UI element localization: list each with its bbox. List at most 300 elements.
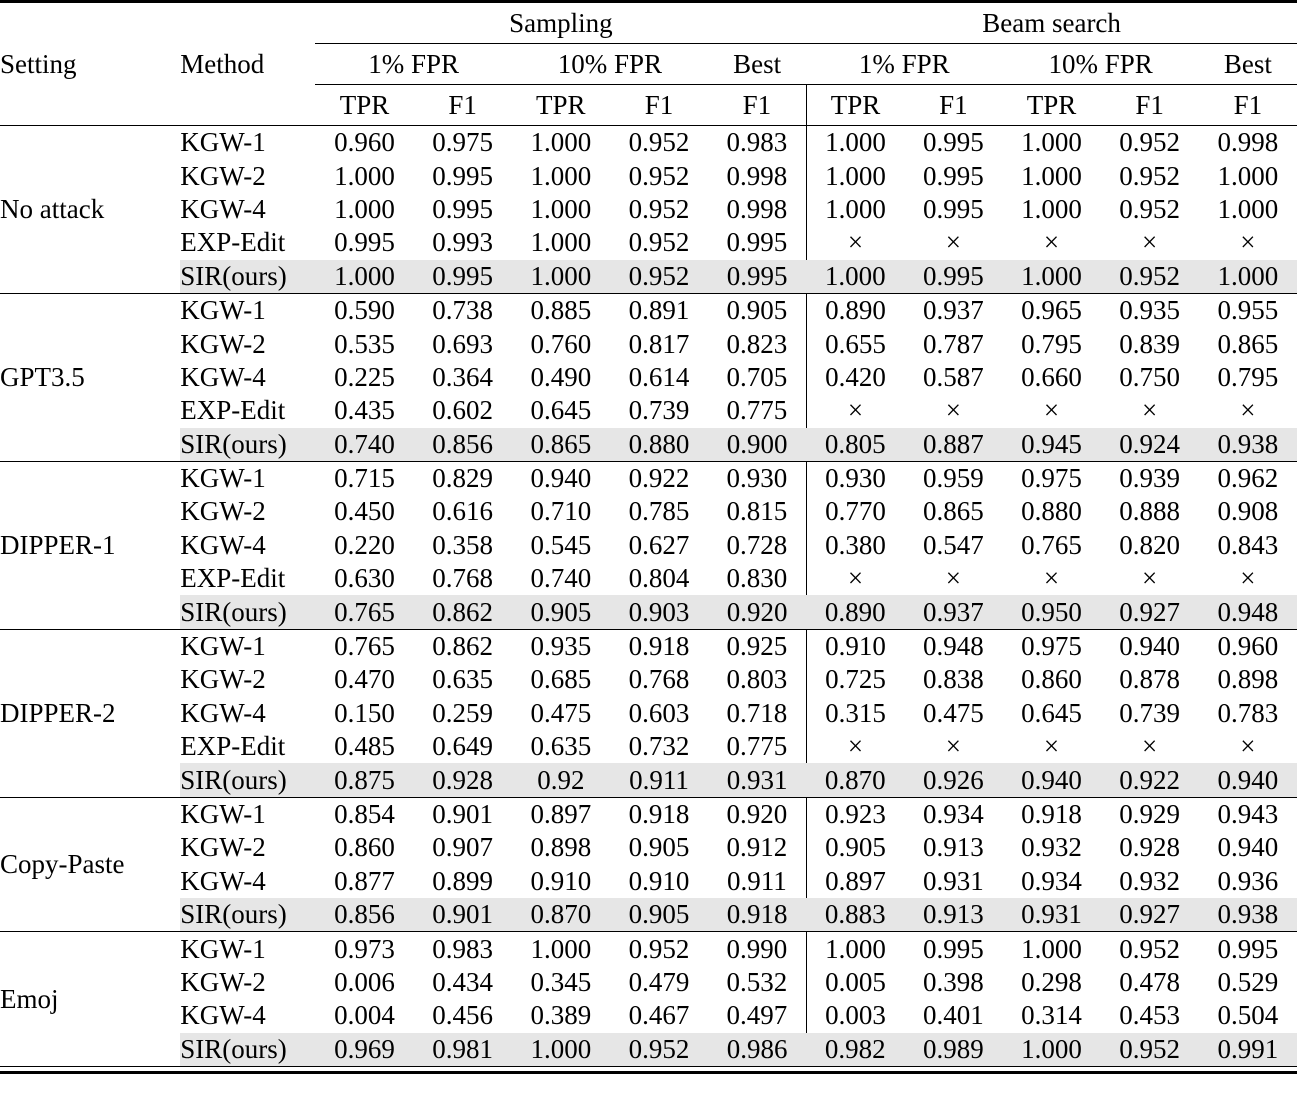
cell-value: 0.910 [806,630,904,663]
cell-value: 0.930 [806,462,904,495]
cell-value: 0.935 [530,631,592,662]
cell-value: 0.934 [1021,865,1082,896]
group-header-sampling: Sampling [315,3,806,44]
cell-value: 1.000 [1002,260,1100,294]
cell-value: 0.765 [1021,529,1082,560]
cell-na: × [806,226,904,259]
cell-value: 0.930 [726,463,788,494]
cell-value: 0.865 [512,428,610,462]
table-row [0,966,1297,999]
cell-value: 0.420 [806,361,904,394]
table-row [0,562,1297,595]
subgroup-header-sampling-1pct-fpr: 1% FPR [315,44,511,85]
cell-value: 0.918 [628,799,690,829]
cell-value: 0.975 [1021,463,1082,494]
cell-value: 1.000 [1021,193,1082,224]
cell-value: 0.995 [726,227,788,258]
horizontal-rule [0,1072,1297,1074]
cell-value: 0.960 [334,127,395,158]
cell-value: 0.897 [530,799,592,829]
cell-value: 0.891 [628,295,690,326]
subgroup-header-beam-10pct-fpr: 10% FPR [1002,44,1198,85]
cell-value: 0.991 [1199,1033,1297,1067]
cell-value: 0.935 [1119,295,1181,326]
cell-value: 0.920 [726,799,788,829]
cell-value: 0.918 [708,898,806,932]
cell-value: 0.829 [432,463,494,494]
cell-value: 0.92 [512,763,610,797]
cell-value: 0.760 [530,328,592,359]
cell-value: 0.490 [530,361,592,392]
cell-value: 0.775 [726,731,788,762]
cell-value: 0.635 [530,731,592,762]
cell-value: 0.718 [726,697,788,728]
header-group-row [0,3,1297,44]
cell-value: 0.952 [610,260,708,294]
cell-value: 0.920 [708,595,806,629]
method-label: SIR(ours) [180,595,315,629]
cell-na: × [1043,395,1060,426]
cell-value: 0.545 [530,529,592,560]
cell-value: 0.898 [1217,664,1279,695]
cell-value: 0.220 [334,529,395,560]
setting-label-4: Copy-Paste [0,798,180,932]
cell-value: 0.795 [1021,328,1082,359]
cell-value: 0.905 [806,831,904,864]
cell-value: 0.479 [628,966,690,997]
method-label: KGW-4 [180,529,266,560]
cell-na: × [1240,563,1256,594]
cell-value: 0.995 [334,227,395,258]
cell-na: × [1240,731,1256,762]
cell-value: 0.940 [1002,763,1100,797]
metric-header-1: F1 [448,89,477,120]
cell-value: 0.616 [432,496,494,527]
cell-na: × [1142,563,1158,594]
cell-value: 0.259 [432,697,494,728]
cell-value: 0.936 [1217,865,1279,896]
cell-value: 1.000 [530,127,592,158]
cell-value: 0.934 [923,799,984,829]
cell-value: 1.000 [806,260,904,294]
cell-value: 1.000 [806,932,904,965]
cell-value: 1.000 [1002,1033,1100,1067]
cell-value: 0.805 [806,428,904,462]
cell-value: 0.004 [334,1000,395,1031]
cell-value: 0.975 [432,127,494,158]
cell-value: 0.998 [726,160,788,191]
cell-value: 0.931 [923,865,984,896]
table-row [0,361,1297,394]
cell-value: 0.315 [806,697,904,730]
cell-value: 0.860 [334,832,395,863]
cell-value: 0.929 [1119,799,1181,829]
cell-value: 1.000 [1199,260,1297,294]
cell-value: 1.000 [806,193,904,226]
table-row [0,798,1297,831]
cell-value: 0.952 [628,160,690,191]
cell-value: 0.943 [1217,799,1279,829]
cell-value: 0.911 [610,763,708,797]
method-label: KGW-1 [180,933,266,964]
cell-value: 0.298 [1021,966,1082,997]
cell-value: 0.937 [923,295,984,326]
cell-value: 0.862 [414,595,512,629]
cell-value: 0.940 [1199,763,1297,797]
method-label: SIR(ours) [180,1033,315,1067]
cell-value: 0.775 [726,395,788,426]
cell-value: 0.364 [432,361,494,392]
subgroup-header-beam-best: Best [1199,44,1297,85]
cell-value: 0.435 [334,395,395,426]
cell-na: × [945,731,961,762]
metric-header-3: F1 [644,89,674,120]
cell-value: 0.928 [414,763,512,797]
method-label: SIR(ours) [180,763,315,797]
cell-value: 0.911 [726,865,787,896]
cell-na: × [945,563,961,594]
column-header-setting: Setting [0,48,77,79]
cell-value: 1.000 [530,227,592,258]
cell-value: 0.931 [708,763,806,797]
table-row [0,159,1297,192]
table-row [0,663,1297,696]
cell-value: 0.905 [610,898,708,932]
cell-value: 0.918 [628,631,690,662]
cell-value: 0.715 [334,463,395,494]
method-label: SIR(ours) [180,428,315,462]
cell-value: 0.739 [628,395,690,426]
cell-value: 1.000 [315,260,413,294]
cell-value: 0.728 [726,529,788,560]
method-label: KGW-4 [180,193,266,224]
results-table-body [0,2,1297,1074]
cell-value: 1.000 [334,193,395,224]
method-label: KGW-4 [180,361,266,392]
cell-value: 1.000 [1021,933,1082,964]
cell-value: 0.955 [1217,295,1279,326]
cell-value: 0.975 [1021,631,1082,662]
cell-na: × [945,395,961,426]
cell-value: 0.453 [1119,1000,1181,1031]
cell-value: 0.932 [1021,832,1082,863]
method-label: EXP-Edit [180,731,286,762]
cell-value: 0.602 [432,395,494,426]
method-label: KGW-1 [180,295,266,326]
cell-value: 0.993 [432,227,494,258]
cell-value: 0.467 [628,1000,690,1031]
cell-value: 0.787 [923,328,984,359]
metric-header-2: TPR [536,89,586,120]
cell-value: 0.952 [628,127,690,158]
cell-value: 0.927 [1101,595,1199,629]
column-header-method: Method [180,48,265,79]
cell-value: 0.630 [334,563,395,594]
cell-na: × [945,227,961,258]
cell-value: 0.843 [1217,529,1279,560]
cell-value: 0.910 [530,865,592,896]
cell-value: 0.830 [726,563,788,594]
cell-na: × [1142,731,1158,762]
cell-value: 0.995 [414,260,512,294]
cell-value: 0.952 [1101,1033,1199,1067]
cell-value: 0.870 [512,898,610,932]
cell-value: 0.854 [334,799,395,829]
cell-value: 0.739 [1119,697,1181,728]
cell-value: 0.888 [1119,496,1181,527]
cell-value: 0.982 [806,1033,904,1067]
cell-value: 0.768 [628,664,690,695]
table-row [0,697,1297,730]
cell-value: 0.877 [334,865,395,896]
cell-value: 0.901 [414,898,512,932]
cell-value: 0.380 [806,529,904,562]
cell-na: × [806,730,904,763]
cell-value: 1.000 [1217,193,1279,224]
cell-na: × [806,394,904,427]
cell-value: 0.860 [1021,664,1082,695]
metric-header-8: F1 [1135,89,1164,120]
cell-value: 0.995 [708,260,806,294]
cell-value: 0.485 [334,731,395,762]
cell-value: 0.765 [315,595,413,629]
cell-value: 0.983 [726,127,788,158]
cell-value: 0.998 [726,193,788,224]
cell-value: 0.952 [628,933,690,964]
method-label: KGW-1 [180,631,266,662]
cell-value: 0.912 [726,832,788,863]
method-label: KGW-4 [180,865,266,896]
cell-value: 0.497 [726,1000,788,1031]
cell-value: 0.738 [432,295,494,326]
cell-value: 0.940 [530,463,592,494]
subgroup-header-sampling-10pct-fpr: 10% FPR [512,44,708,85]
cell-value: 0.804 [628,563,690,594]
cell-value: 0.923 [806,798,904,831]
cell-value: 0.890 [806,595,904,629]
method-label: SIR(ours) [180,260,315,294]
cell-value: 0.862 [432,631,494,662]
cell-value: 0.817 [628,328,690,359]
cell-value: 0.926 [904,763,1002,797]
cell-value: 0.950 [1002,595,1100,629]
cell-value: 0.627 [628,529,690,560]
cell-value: 0.952 [1119,160,1181,191]
method-label: KGW-1 [180,463,266,494]
cell-value: 1.000 [1021,160,1082,191]
cell-value: 0.838 [923,664,984,695]
table-row [0,529,1297,562]
table-row [0,1033,1297,1067]
cell-value: 0.913 [923,832,984,863]
metric-header-0: TPR [339,89,390,120]
method-label: KGW-2 [180,328,266,359]
cell-value: 0.635 [432,664,494,695]
method-label: KGW-2 [180,966,266,997]
cell-value: 0.959 [923,463,984,494]
cell-value: 0.389 [530,1000,592,1031]
cell-value: 0.401 [923,1000,984,1031]
table-row [0,126,1297,159]
cell-value: 1.000 [334,160,395,191]
subgroup-header-sampling-best: Best [708,44,806,85]
cell-value: 0.470 [334,664,395,695]
cell-value: 0.952 [1119,127,1181,158]
cell-value: 0.150 [334,697,395,728]
table-row [0,932,1297,965]
cell-value: 0.940 [1119,631,1181,662]
cell-value: 0.823 [726,328,788,359]
table-row [0,193,1297,226]
cell-value: 0.905 [726,295,788,326]
cell-value: 0.856 [315,898,413,932]
cell-value: 0.990 [726,933,788,964]
cell-value: 1.000 [530,933,592,964]
cell-na: × [1240,395,1256,426]
cell-value: 0.710 [530,496,592,527]
setting-label-5: Emoj [0,932,180,1066]
cell-value: 0.870 [806,763,904,797]
cell-value: 0.815 [726,496,788,527]
cell-value: 0.952 [1101,260,1199,294]
cell-value: 0.905 [512,595,610,629]
cell-value: 0.750 [1119,361,1181,392]
cell-value: 0.865 [1217,328,1279,359]
cell-value: 1.000 [806,126,904,159]
cell-value: 0.475 [923,697,984,728]
table-row [0,999,1297,1032]
metric-header-6: F1 [939,89,968,120]
cell-value: 0.927 [1101,898,1199,932]
method-label: SIR(ours) [180,898,315,932]
cell-value: 0.913 [904,898,1002,932]
cell-value: 0.765 [334,631,395,662]
method-label: KGW-2 [180,496,266,527]
cell-value: 0.903 [610,595,708,629]
subgroup-header-beam-1pct-fpr: 1% FPR [806,44,1002,85]
cell-value: 0.820 [1119,529,1181,560]
cell-value: 0.740 [315,428,413,462]
metric-header-4: F1 [742,89,772,120]
cell-value: 0.603 [628,697,690,728]
cell-value: 0.478 [1119,966,1181,997]
cell-value: 0.995 [904,260,1002,294]
cell-value: 0.614 [628,361,690,392]
cell-value: 0.685 [530,664,592,695]
cell-value: 0.314 [1021,1000,1082,1031]
cell-value: 0.948 [923,631,984,662]
method-label: KGW-4 [180,697,266,728]
method-label: KGW-2 [180,160,266,191]
cell-value: 0.535 [334,328,395,359]
cell-value: 0.450 [334,496,395,527]
cell-value: 0.938 [1199,898,1297,932]
cell-value: 0.434 [432,966,494,997]
cell-value: 0.732 [628,731,690,762]
cell-value: 0.547 [923,529,984,560]
cell-value: 1.000 [512,1033,610,1067]
table-row [0,730,1297,763]
cell-value: 0.995 [923,160,984,191]
table-row [0,327,1297,360]
cell-value: 0.998 [1217,127,1279,158]
cell-value: 0.770 [806,495,904,528]
cell-value: 0.890 [806,294,904,327]
cell-value: 0.898 [530,832,592,863]
cell-value: 0.922 [1101,763,1199,797]
group-header-beam-search: Beam search [806,3,1297,44]
cell-na: × [1142,395,1158,426]
cell-value: 0.908 [1217,496,1279,527]
cell-value: 1.000 [512,260,610,294]
cell-value: 0.839 [1119,328,1181,359]
method-label: EXP-Edit [180,395,286,426]
table-row [0,260,1297,294]
cell-value: 0.924 [1101,428,1199,462]
cell-value: 0.989 [904,1033,1002,1067]
cell-value: 0.475 [530,697,592,728]
method-label: KGW-2 [180,832,266,863]
cell-value: 0.655 [806,327,904,360]
cell-value: 0.885 [530,295,592,326]
cell-value: 0.529 [1217,966,1279,997]
cell-value: 0.931 [1002,898,1100,932]
cell-value: 0.900 [708,428,806,462]
bottom-rule-outer [0,1072,1297,1074]
cell-value: 0.907 [432,832,494,863]
cell-value: 0.740 [530,563,592,594]
cell-value: 0.952 [1119,933,1181,964]
cell-value: 0.783 [1217,697,1279,728]
method-label: KGW-1 [180,127,266,158]
method-label: EXP-Edit [180,227,286,258]
cell-value: 0.995 [432,160,494,191]
cell-value: 0.880 [1021,496,1082,527]
cell-value: 1.000 [1217,160,1279,191]
cell-value: 0.398 [923,966,984,997]
cell-value: 0.948 [1199,595,1297,629]
cell-value: 0.995 [923,933,984,964]
metric-header-9: F1 [1233,89,1263,120]
cell-value: 0.504 [1217,1000,1279,1031]
method-label: KGW-2 [180,664,266,695]
cell-value: 0.705 [726,361,788,392]
cell-value: 0.965 [1021,295,1082,326]
cell-value: 0.952 [610,1033,708,1067]
cell-value: 0.693 [432,328,494,359]
cell-value: 0.928 [1119,832,1181,863]
cell-value: 0.225 [334,361,395,392]
cell-value: 0.995 [923,193,984,224]
metric-header-7: TPR [1026,89,1077,120]
setting-label-0: No attack [0,126,180,293]
cell-value: 0.945 [1002,428,1100,462]
cell-value: 0.925 [726,631,788,662]
cell-na: × [1043,563,1060,594]
cell-na: × [1142,227,1158,258]
cell-value: 0.456 [432,1000,494,1031]
cell-value: 0.883 [806,898,904,932]
cell-value: 0.938 [1199,428,1297,462]
cell-value: 0.981 [414,1033,512,1067]
cell-value: 0.962 [1217,463,1279,494]
cell-value: 0.937 [904,595,1002,629]
cell-value: 0.995 [432,193,494,224]
cell-value: 0.973 [334,933,395,964]
cell-value: 0.345 [530,966,592,997]
cell-value: 0.969 [315,1033,413,1067]
cell-value: 0.960 [1217,631,1279,662]
